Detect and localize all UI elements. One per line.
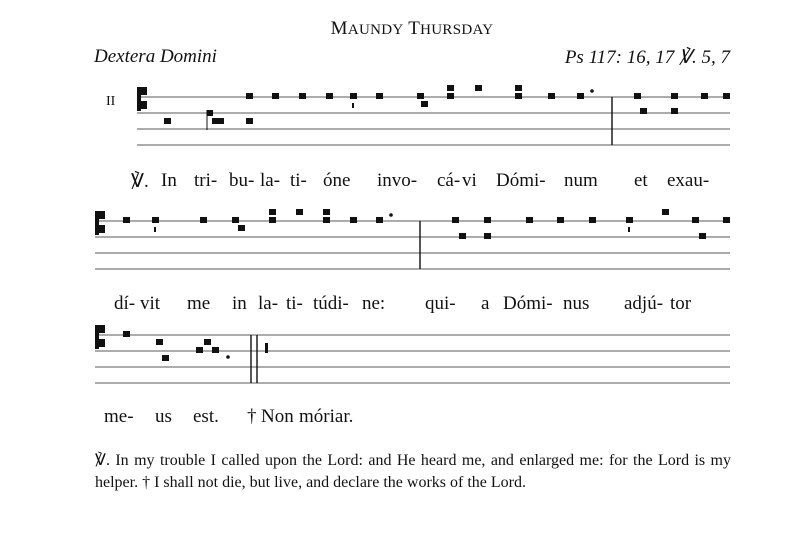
- translation-paragraph: ℣. In my trouble I called upon the Lord: and He heard me, and enlarged me: for the Lord is my helper. † I shall not die, but live, and declare the works of the Lord.: [95, 452, 731, 491]
- psalm-reference: Ps 117: 16, 17 ℣. 5, 7: [564, 47, 730, 68]
- page-title: MAUNDY THURSDAY: [330, 18, 494, 39]
- chant-incipit: Dextera Domini: [94, 46, 217, 67]
- neumes: [123, 331, 230, 361]
- final-barline: [251, 335, 257, 383]
- mode-number: II: [106, 94, 116, 109]
- clef: [95, 325, 105, 349]
- staff-lines: [95, 335, 730, 383]
- custos: [265, 343, 268, 353]
